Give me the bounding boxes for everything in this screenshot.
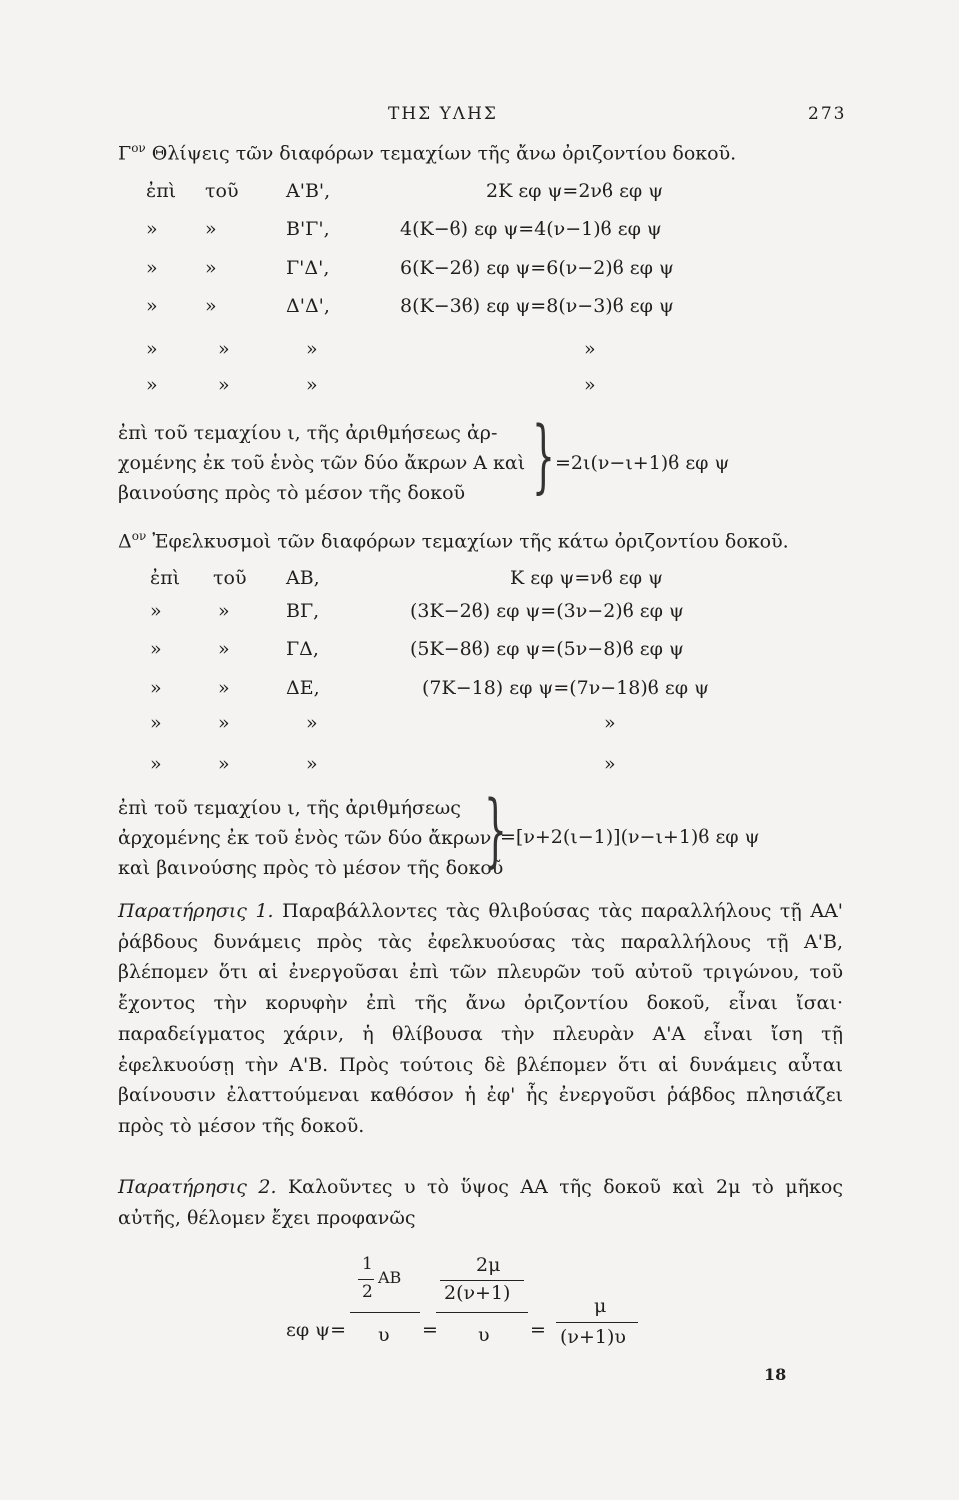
s3-row-4-c1: » (146, 295, 158, 317)
s3-row-6-c4: » (584, 374, 596, 396)
s4-general-line-3: καὶ βαινούσης πρὸς τὸ μέσον τῆς δοκοῦ (118, 857, 504, 879)
s4-row-6-c3: » (306, 753, 318, 775)
s4-row-4-c3: ΔΕ, (286, 677, 320, 699)
section-4-heading-sup: ον (131, 529, 147, 543)
formula-half-num: 1 (362, 1254, 373, 1274)
formula-f3-den: (ν+1)υ (560, 1326, 626, 1348)
formula-f2-inner-bar (440, 1280, 524, 1281)
s4-row-3-c2: » (218, 638, 230, 660)
s4-row-3-c4: (5Κ−8ϐ) εφ ψ=(5ν−8)ϐ εφ ψ (410, 638, 684, 660)
section-4-heading-number: Δ (118, 530, 132, 553)
remark-2-paragraph (118, 1172, 843, 1233)
formula-f3-bar (556, 1322, 638, 1323)
s4-row-2-c3: ΒΓ, (286, 600, 320, 622)
s4-row-5-c4: » (604, 712, 616, 734)
s3-row-3-c1: » (146, 257, 158, 279)
formula-half-bar (358, 1279, 374, 1280)
s3-row-1-c2: τοῦ (205, 180, 239, 202)
s4-general-line-2: ἀρχομένης ἐκ τοῦ ἑνὸς τῶν δύο ἄκρων (118, 827, 492, 849)
s3-general-line-3: βαινούσης πρὸς τὸ μέσον τῆς δοκοῦ (118, 482, 466, 504)
section-3-heading (118, 141, 736, 164)
s3-row-4-c3: Δ'Δ', (286, 295, 330, 317)
s3-row-5-c1: » (146, 338, 158, 360)
s3-row-5-c4: » (584, 338, 596, 360)
s4-row-2-c1: » (150, 600, 162, 622)
s4-row-1-c2: τοῦ (213, 567, 247, 589)
s3-row-4-c4: 8(Κ−3ϐ) εφ ψ=8(ν−3)ϐ εφ ψ (400, 295, 674, 317)
s3-row-5-c3: » (306, 338, 318, 360)
s4-row-2-c2: » (218, 600, 230, 622)
formula-f1-tail: ΑΒ (378, 1268, 402, 1287)
page-number: 273 (808, 104, 847, 124)
formula-eq-2: = (530, 1319, 546, 1341)
s3-row-3-c3: Γ'Δ', (286, 257, 330, 279)
remark-1-paragraph (118, 896, 843, 1142)
s4-general-result: =[ν+2(ι−1)](ν−ι+1)ϐ εφ ψ (500, 826, 760, 848)
s3-right-brace: } (531, 409, 555, 502)
s3-general-line-1: ἐπὶ τοῦ τεμαχίου ι, τῆς ἀριθμήσεως ἀρ- (118, 422, 498, 444)
s4-row-5-c3: » (306, 712, 318, 734)
formula-f1-bar (350, 1312, 420, 1313)
s4-row-1-c3: ΑΒ, (286, 567, 320, 589)
s4-row-6-c1: » (150, 753, 162, 775)
remark-2-text: Καλοῦντες υ τὸ ὕψος ΑΑ τῆς δοκοῦ καὶ 2μ τὸ μῆκος αὐτῆς, θέλομεν ἔχει προφανῶς (118, 1176, 843, 1229)
formula-half-den: 2 (362, 1282, 373, 1302)
s4-row-2-c4: (3Κ−2ϐ) εφ ψ=(3ν−2)ϐ εφ ψ (410, 600, 684, 622)
s3-row-2-c2: » (205, 218, 217, 240)
s4-row-4-c4: (7Κ−18) εφ ψ=(7ν−18)ϐ εφ ψ (422, 677, 710, 699)
s4-row-5-c2: » (218, 712, 230, 734)
formula-f1-den: υ (378, 1324, 390, 1346)
section-4-heading-text: Ἐφελκυσμοὶ τῶν διαφόρων τεμαχίων τῆς κάτω ὀριζοντίου δοκοῦ. (152, 530, 789, 553)
s4-row-4-c2: » (218, 677, 230, 699)
s3-row-1-c1: ἐπὶ (146, 180, 177, 202)
formula-f2-bar (436, 1312, 528, 1313)
s4-row-3-c1: » (150, 638, 162, 660)
formula-f2-mid: 2(ν+1) (444, 1282, 511, 1304)
s4-right-brace: } (483, 783, 507, 876)
s3-general-result: =2ι(ν−ι+1)ϐ εφ ψ (555, 452, 730, 474)
formula-eq-1: = (422, 1319, 438, 1341)
section-3-heading-text: Θλίψεις τῶν διαφόρων τεμαχίων τῆς ἄνω ὀριζοντίου δοκοῦ. (151, 142, 737, 165)
s3-row-2-c3: Β'Γ', (286, 218, 330, 240)
s4-row-1-c4: Κ εφ ψ=νϐ εφ ψ (510, 567, 663, 589)
remark-1-text: Παραβάλλοντες τὰς θλιβούσας τὰς παραλλήλους τῇ ΑΑ' ῥάβδους δυνάμεις πρὸς τὰς ἐφελκυούσας τὰς παραλλήλους τῇ Α'Β, βλέπομεν ὅτι αἱ ἐνεργοῦσαι ἐπὶ τῶν πλευρῶν τοῦ αὐτοῦ τριγώνου, τοῦ ἔχοντος τὴν κορυφὴν ἐπὶ τῆς ἄνω ὀριζοντίου δοκοῦ, εἶναι ἴσαι· παραδείγματος χάριν, ἡ θλίβουσα τὴν πλευρὰν Α'Α εἶναι ἴση τῇ ἐφελκυούσῃ τὴν Α'Β. Πρὸς τούτοις δὲ βλέπομεν ὅτι αἱ δυνάμεις αὗται βαίνουσιν ἐλαττούμεναι καθόσον ἡ ἐφ' ἧς ἐνεργοῦσι ῥάβδος πλησιάζει πρὸς τὸ μέσον τῆς δοκοῦ. (118, 900, 843, 1137)
section-3-heading-sup: ον (131, 141, 146, 155)
s4-row-6-c2: » (218, 753, 230, 775)
s4-row-6-c4: » (604, 753, 616, 775)
section-3-heading-number: Γ (118, 142, 132, 165)
formula-f2-den: υ (478, 1324, 490, 1346)
s3-row-4-c2: » (205, 295, 217, 317)
s3-row-1-c3: Α'Β', (286, 180, 331, 202)
s3-row-5-c2: » (218, 338, 230, 360)
s4-row-1-c1: ἐπὶ (150, 567, 181, 589)
remark-1-label: Παρατήρησις 1. (118, 900, 274, 922)
remark-2-label: Παρατήρησις 2. (118, 1176, 277, 1198)
s4-row-3-c3: ΓΔ, (286, 638, 319, 660)
signature-mark: 18 (764, 1365, 787, 1384)
s4-row-5-c1: » (150, 712, 162, 734)
formula-f2-num: 2μ (476, 1254, 501, 1276)
s3-row-6-c2: » (218, 374, 230, 396)
formula-lhs: εφ ψ= (286, 1319, 347, 1341)
s3-row-6-c1: » (146, 374, 158, 396)
s3-row-2-c1: » (146, 218, 158, 240)
s3-row-6-c3: » (306, 374, 318, 396)
running-title: ΤΗΣ ΥΛΗΣ (388, 104, 498, 124)
s4-general-line-1: ἐπὶ τοῦ τεμαχίου ι, τῆς ἀριθμήσεως (118, 797, 461, 819)
s3-row-1-c4: 2Κ εφ ψ=2νϐ εφ ψ (486, 180, 664, 202)
s4-row-4-c1: » (150, 677, 162, 699)
s3-row-2-c4: 4(Κ−ϐ) εφ ψ=4(ν−1)ϐ εφ ψ (400, 218, 662, 240)
formula-f3-num: μ (594, 1295, 607, 1317)
section-4-heading (118, 529, 789, 552)
s3-row-3-c2: » (205, 257, 217, 279)
s3-row-3-c4: 6(Κ−2ϐ) εφ ψ=6(ν−2)ϐ εφ ψ (400, 257, 674, 279)
s3-general-line-2: χομένης ἐκ τοῦ ἑνὸς τῶν δύο ἄκρων Α καὶ (118, 452, 526, 474)
